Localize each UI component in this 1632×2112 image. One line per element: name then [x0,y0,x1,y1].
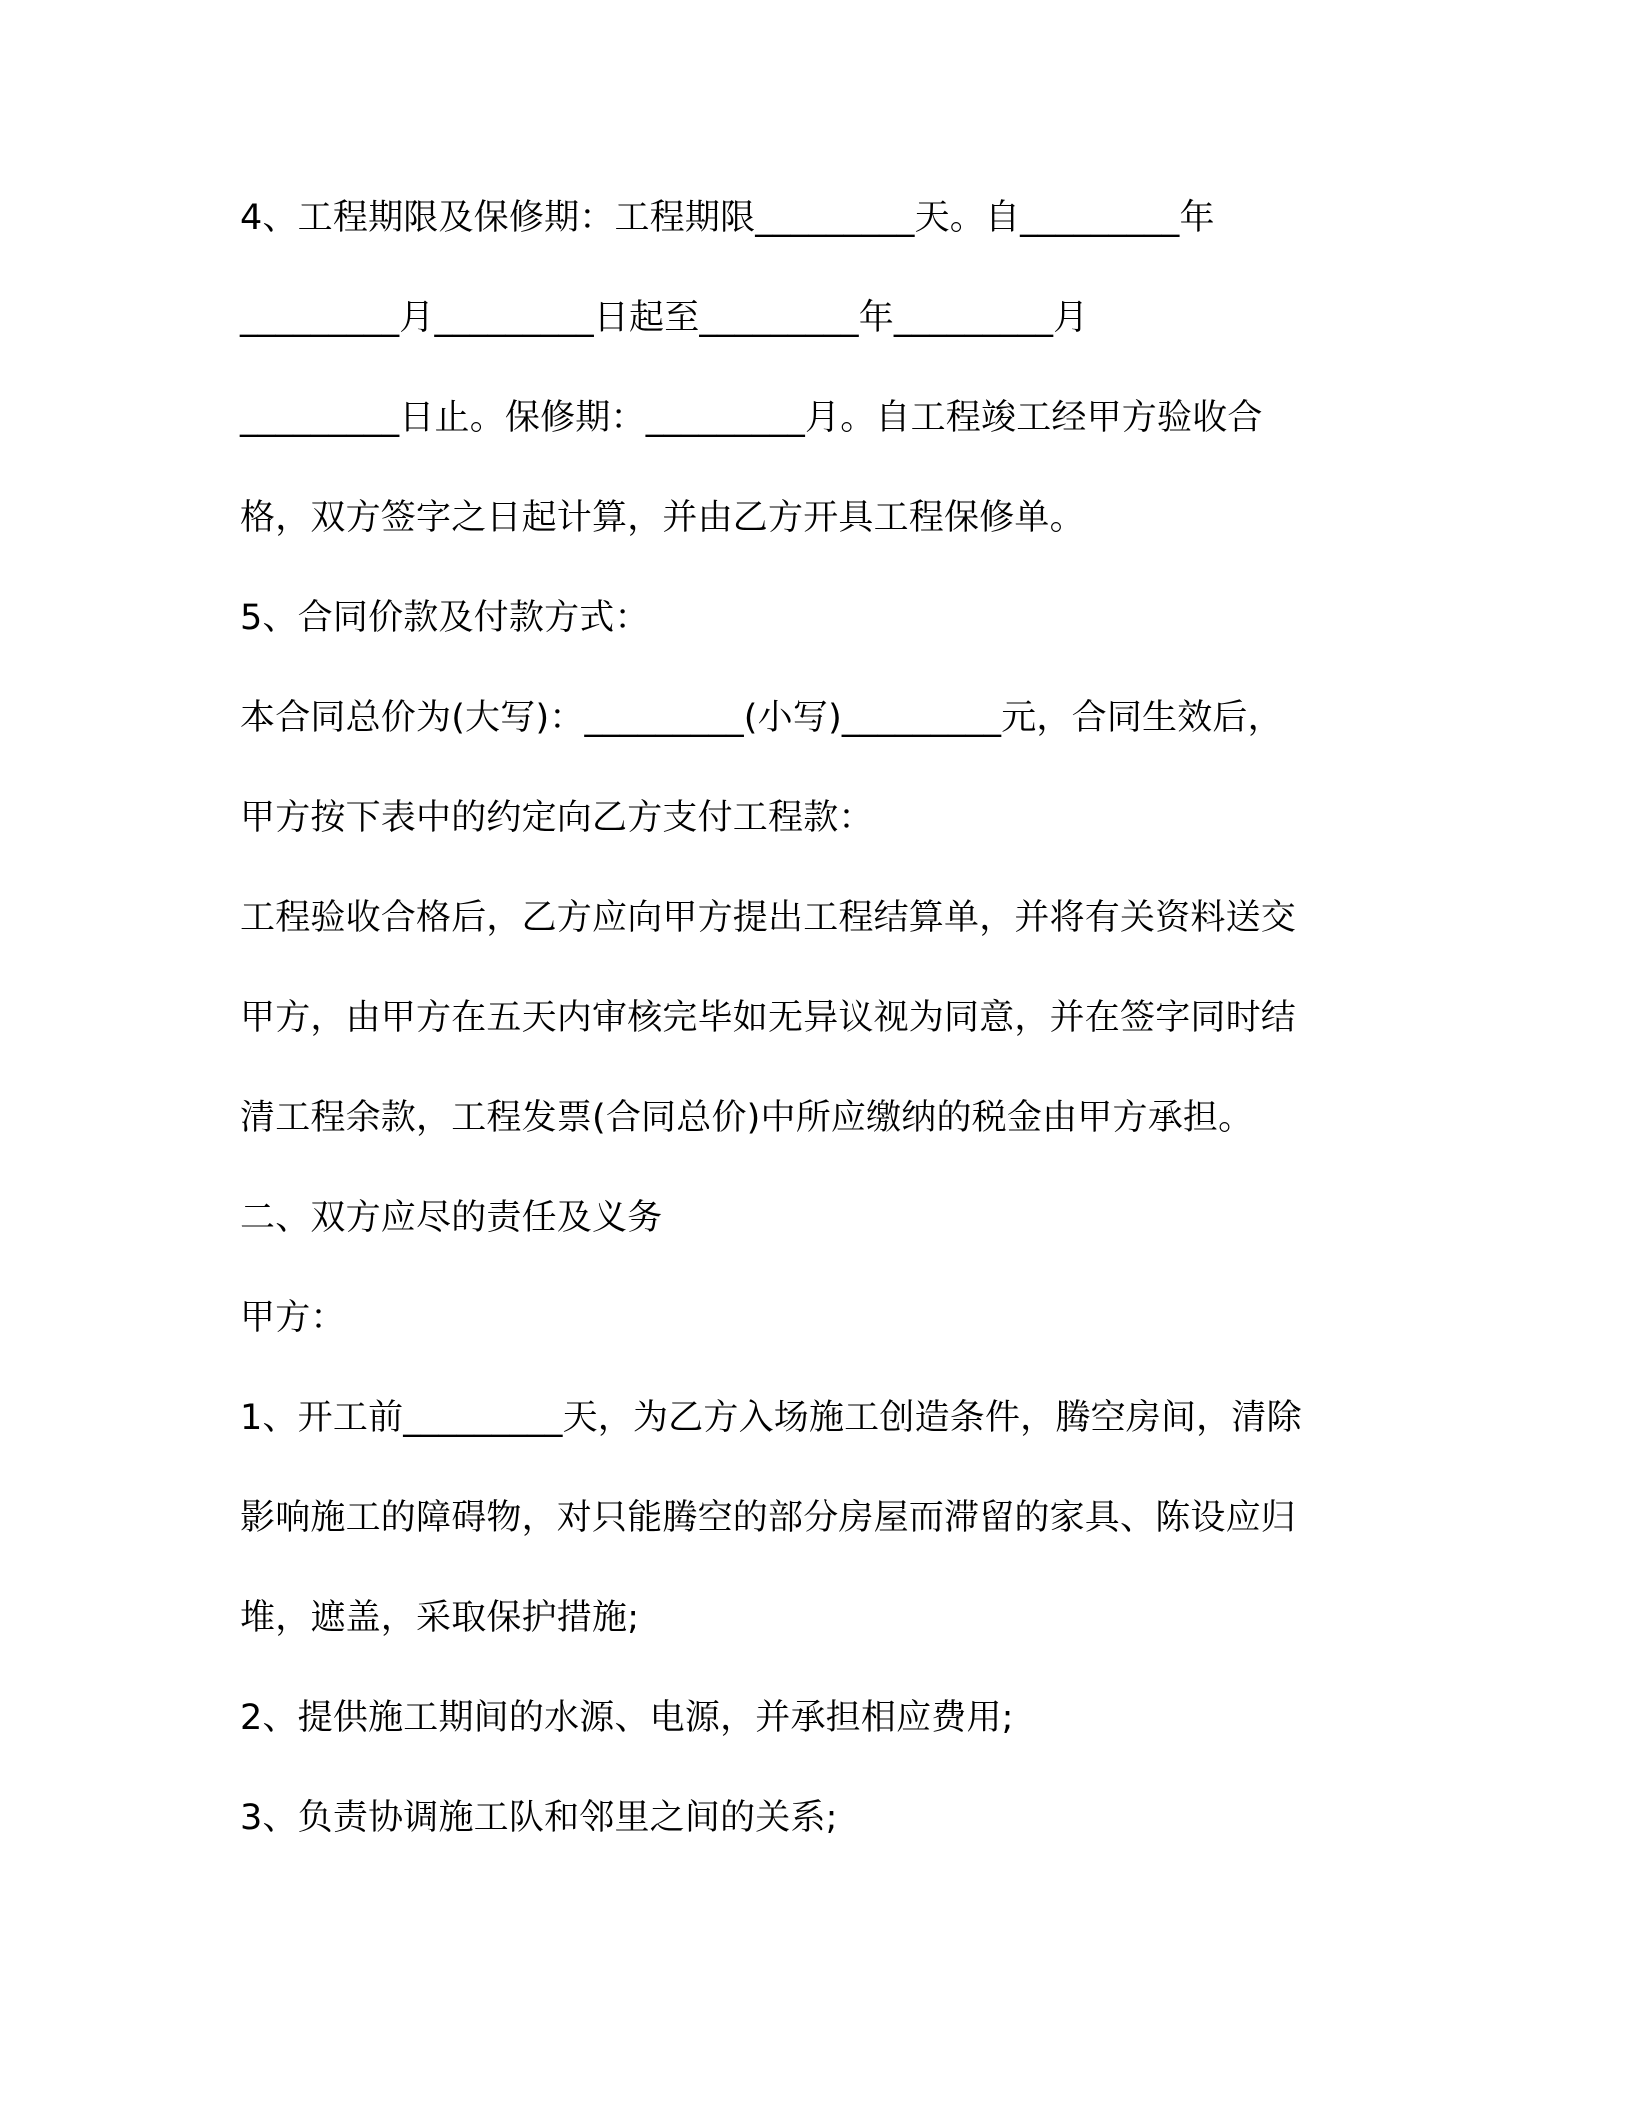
party-a-item-1-line-1: 1、开工前_________天，为乙方入场施工创造条件，腾空房间，清除 [240,1398,1302,1438]
party-a-item-1-line-2: 影响施工的障碍物，对只能腾空的部分房屋而滞留的家具、陈设应归 [240,1498,1297,1538]
price-paragraph-line-2: 甲方按下表中的约定向乙方支付工程款： [240,798,874,838]
clause-4-line-3: _________日止。保修期：_________月。自工程竣工经甲方验收合 [240,398,1263,438]
settlement-paragraph-line-2: 甲方，由甲方在五天内审核完毕如无异议视为同意，并在签字同时结 [240,998,1297,1038]
clause-5-heading: 5、合同价款及付款方式： [240,598,650,638]
party-a-item-1-line-3: 堆，遮盖，采取保护措施; [240,1598,640,1638]
clause-4-line-4: 格，双方签字之日起计算，并由乙方开具工程保修单。 [240,498,1085,538]
section-2-heading: 二、双方应尽的责任及义务 [240,1198,663,1238]
clause-4-line-2: _________月_________日起至_________年_________月 [240,298,1089,338]
party-a-label: 甲方： [240,1298,346,1338]
settlement-paragraph-line-1: 工程验收合格后，乙方应向甲方提出工程结算单，并将有关资料送交 [240,898,1297,938]
price-paragraph-line-1: 本合同总价为(大写)：_________(小写)_________元，合同生效后， [240,698,1283,738]
clause-4-line-1: 4、工程期限及保修期：工程期限_________天。自_________年 [240,198,1215,238]
settlement-paragraph-line-3: 清工程余款，工程发票(合同总价)中所应缴纳的税金由甲方承担。 [240,1098,1254,1138]
party-a-item-2: 2、提供施工期间的水源、电源，并承担相应费用; [240,1698,1014,1738]
party-a-item-3: 3、负责协调施工队和邻里之间的关系; [240,1798,838,1838]
